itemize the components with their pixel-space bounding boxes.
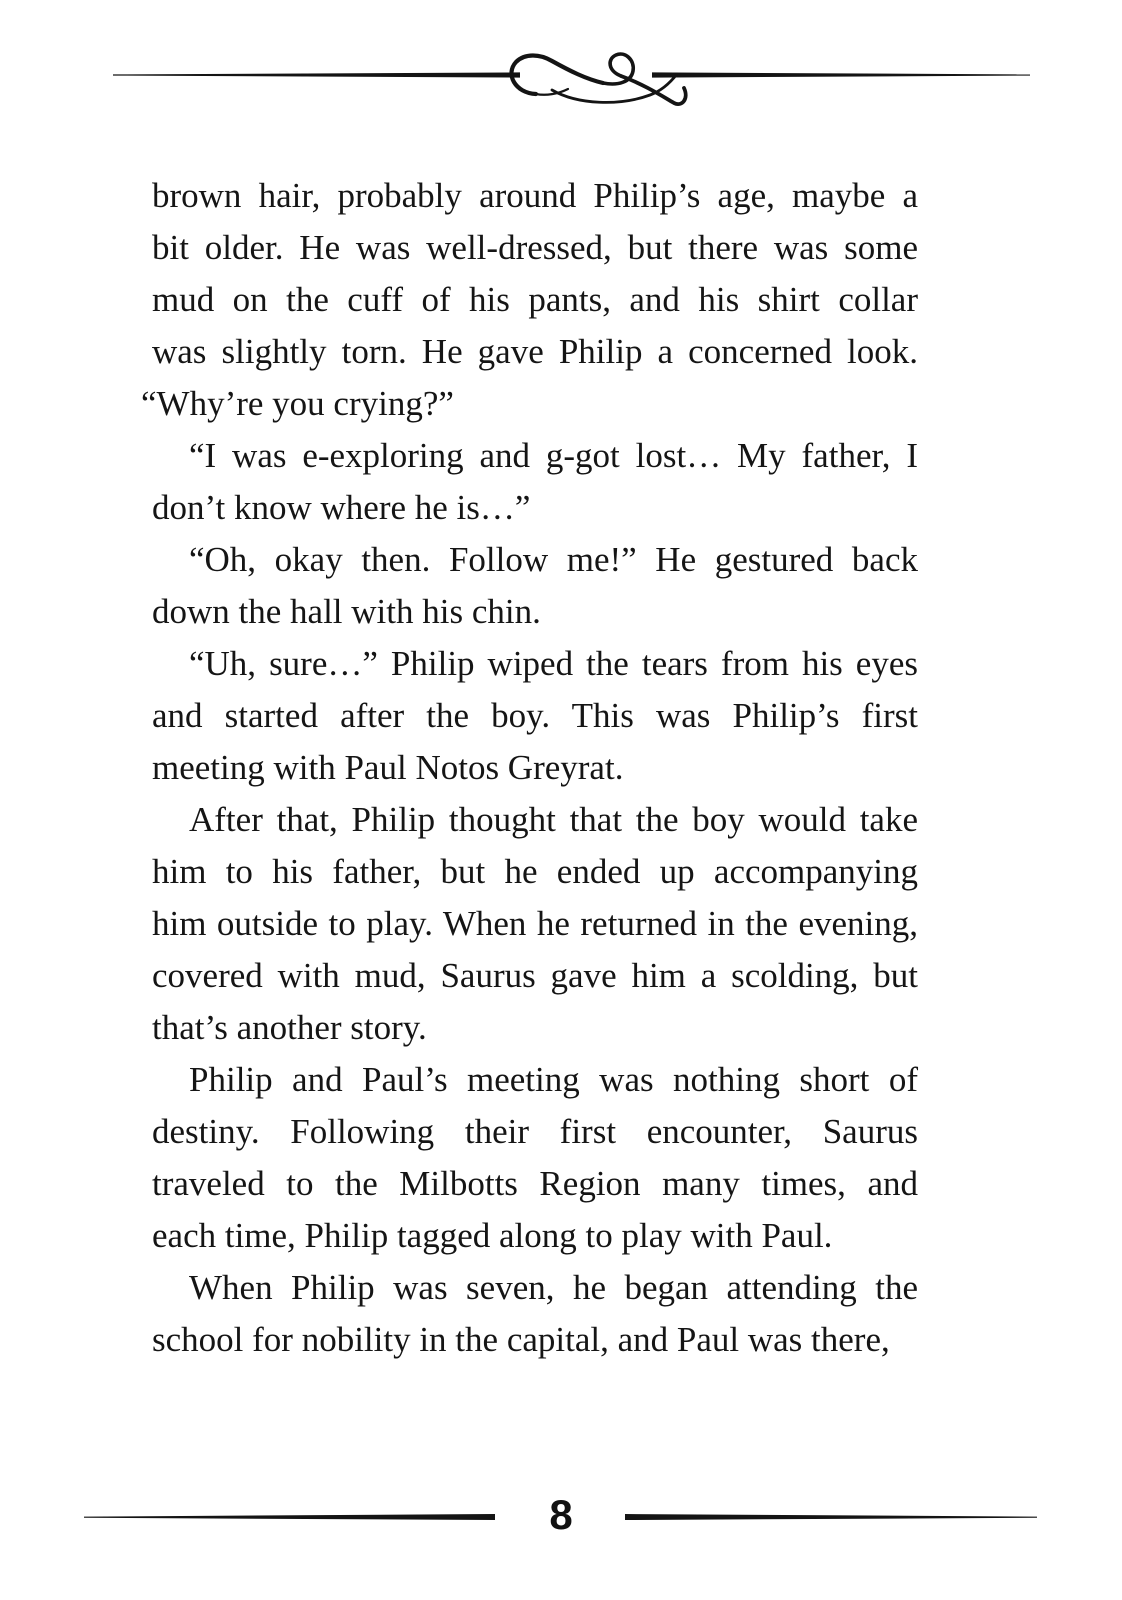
text-line: brown hair, probably around Philip’s age, maybe a xyxy=(152,176,918,215)
paragraph xyxy=(152,1262,918,1366)
text-line: bit older. He was well-dressed, but there was some xyxy=(152,228,918,267)
text-line: each time, Philip tagged along to play with Paul. xyxy=(152,1216,833,1255)
text-line: traveled to the Milbotts Region many times, and xyxy=(152,1164,918,1203)
paragraph xyxy=(152,534,918,638)
text-line: don’t know where he is…” xyxy=(152,488,531,527)
text-line: school for nobility in the capital, and Paul was there, xyxy=(152,1320,890,1359)
text-line: After that, Philip thought that the boy would take xyxy=(189,800,918,839)
text-line: down the hall with his chin. xyxy=(152,592,541,631)
text-line: “I was e-exploring and g-got lost… My father, I xyxy=(189,436,918,475)
body-text xyxy=(141,170,918,1366)
text-line: and started after the boy. This was Philip’s first xyxy=(152,696,918,735)
paragraph xyxy=(152,794,918,1054)
paragraph xyxy=(152,638,918,794)
text-line: “Oh, okay then. Follow me!” He gestured back xyxy=(189,540,918,579)
text-line: destiny. Following their first encounter, Saurus xyxy=(152,1112,918,1151)
page-number: 8 xyxy=(549,1491,573,1538)
flourish-icon xyxy=(511,54,685,104)
text-line: was slightly torn. He gave Philip a concerned look. xyxy=(152,332,918,371)
paragraph xyxy=(152,1054,918,1262)
header-rule-left xyxy=(113,72,520,77)
text-line: When Philip was seven, he began attending the xyxy=(189,1268,918,1307)
paragraph xyxy=(152,430,918,534)
text-line: Philip and Paul’s meeting was nothing short of xyxy=(189,1060,918,1099)
header-divider-graphic xyxy=(0,0,1122,130)
header-rule-right xyxy=(652,72,1030,77)
text-line: “Uh, sure…” Philip wiped the tears from his eyes xyxy=(189,644,918,683)
header-divider xyxy=(0,0,1122,130)
text-line: mud on the cuff of his pants, and his shirt collar xyxy=(152,280,918,319)
text-line: that’s another story. xyxy=(152,1008,427,1047)
text-line: him outside to play. When he returned in the evening, xyxy=(152,904,918,943)
paragraph xyxy=(141,170,918,430)
text-line: covered with mud, Saurus gave him a scolding, but xyxy=(152,956,918,995)
text-line: him to his father, but he ended up accompanying xyxy=(152,852,918,891)
text-line: “Why’re you crying?” xyxy=(141,384,454,423)
text-line: meeting with Paul Notos Greyrat. xyxy=(152,748,624,787)
